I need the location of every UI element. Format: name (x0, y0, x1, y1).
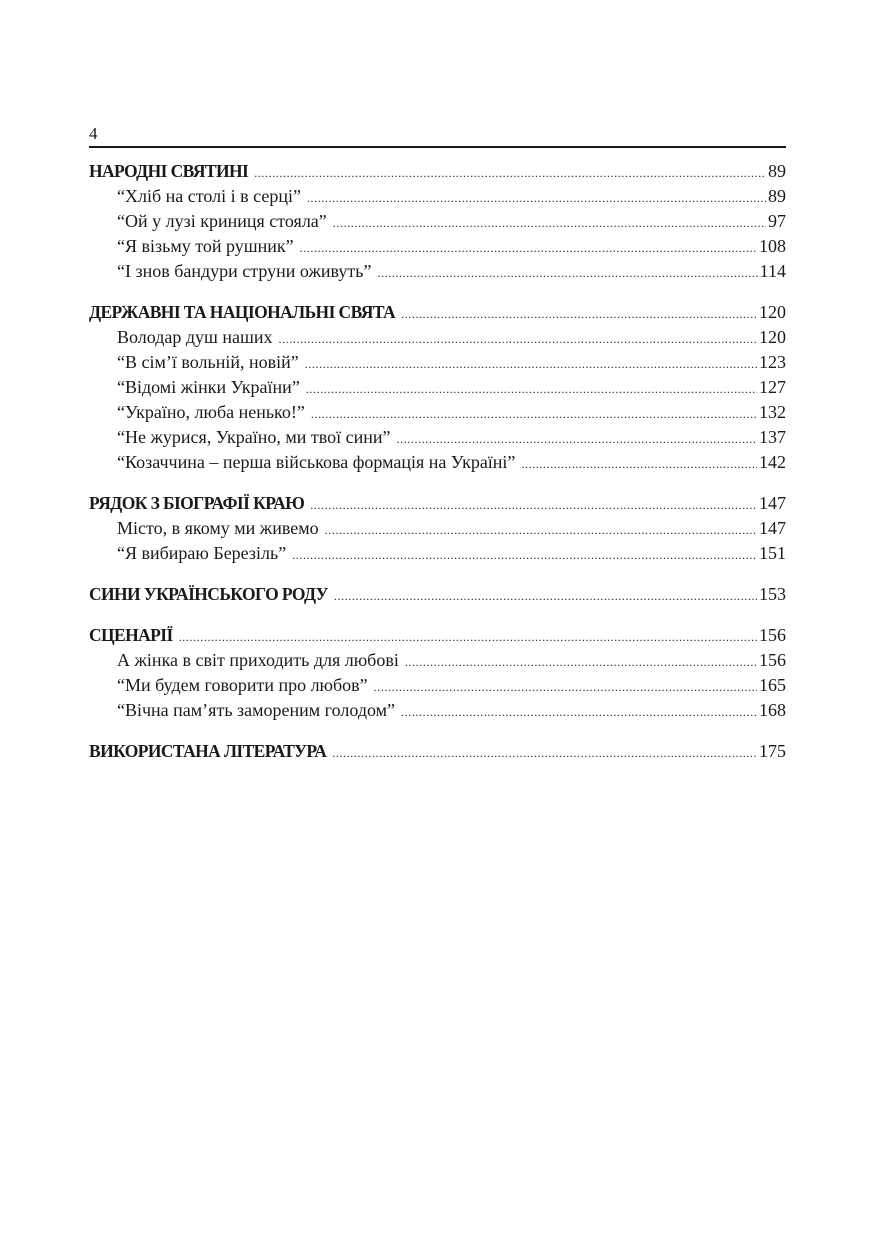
toc-page-number: 89 (768, 161, 786, 181)
toc-page-number: 137 (759, 427, 786, 447)
toc-item-title: А жінка в світ приходить для любові (117, 650, 399, 670)
toc-item-title: “Ми будем говорити про любов” (117, 675, 368, 695)
toc-section-title: ДЕРЖАВНІ ТА НАЦІОНАЛЬНІ СВЯТА (89, 302, 396, 322)
toc-page-number: 123 (759, 352, 786, 372)
table-of-contents (89, 159, 786, 764)
dot-leader (254, 161, 766, 184)
toc-item[interactable] (89, 400, 786, 425)
dot-leader (332, 741, 757, 764)
dot-leader (401, 302, 757, 325)
toc-item-title: Місто, в якому ми живемо (117, 518, 319, 538)
toc-section-narodni-svyatyni[interactable] (89, 159, 786, 184)
dot-leader (307, 186, 766, 209)
toc-page-number: 147 (759, 518, 786, 538)
dot-leader (311, 402, 757, 425)
dot-leader (310, 493, 757, 516)
toc-item[interactable] (89, 184, 786, 209)
toc-page-number: 120 (759, 327, 786, 347)
dot-leader (292, 543, 757, 566)
toc-page-number: 156 (759, 625, 786, 645)
toc-item[interactable] (89, 209, 786, 234)
toc-section-stsenarii[interactable] (89, 623, 786, 648)
toc-page-number: 120 (759, 302, 786, 322)
dot-leader (334, 584, 757, 607)
toc-item-title: “Вічна пам’ять замореним голодом” (117, 700, 396, 720)
toc-item-title: “Я вибираю Березіль” (117, 543, 287, 563)
toc-section-title: РЯДОК З БІОГРАФІЇ КРАЮ (89, 493, 305, 513)
toc-item-title: “Ой у лузі криниця стояла” (117, 211, 327, 231)
toc-section-title: СЦЕНАРІЇ (89, 625, 173, 645)
toc-item-title: Володар душ наших (117, 327, 273, 347)
dot-leader (306, 377, 757, 400)
dot-leader (305, 352, 757, 375)
toc-item[interactable] (89, 648, 786, 673)
toc-item[interactable] (89, 698, 786, 723)
toc-page-number: 151 (759, 543, 786, 563)
dot-leader (405, 650, 757, 673)
toc-page-number: 97 (768, 211, 786, 231)
toc-section-title: СИНИ УКРАЇНСЬКОГО РОДУ (89, 584, 328, 604)
dot-leader (333, 211, 766, 234)
dot-leader (374, 675, 757, 698)
toc-item[interactable] (89, 673, 786, 698)
toc-item-title: “Відомі жінки України” (117, 377, 300, 397)
toc-item[interactable] (89, 350, 786, 375)
toc-page-number: 147 (759, 493, 786, 513)
toc-section-derzhavni-svyata[interactable] (89, 300, 786, 325)
toc-item-title: “Україно, люба ненько!” (117, 402, 305, 422)
toc-section-title: НАРОДНІ СВЯТИНІ (89, 161, 249, 181)
toc-item-title: “Козаччина – перша військова формація на Україні” (117, 452, 516, 472)
toc-item[interactable] (89, 516, 786, 541)
toc-item[interactable] (89, 541, 786, 566)
toc-page-number: 108 (759, 236, 786, 256)
toc-page-number: 175 (759, 741, 786, 761)
dot-leader (377, 261, 757, 284)
header-rule (89, 146, 786, 148)
dot-leader (300, 236, 757, 259)
dot-leader (397, 427, 758, 450)
toc-item-title: “Не журися, Україно, ми твої сини” (117, 427, 391, 447)
toc-item[interactable] (89, 234, 786, 259)
toc-section-literatura[interactable] (89, 739, 786, 764)
page-number: 4 (89, 124, 98, 143)
toc-page-number: 89 (768, 186, 786, 206)
toc-section-title: ВИКОРИСТАНА ЛІТЕРАТУРА (89, 741, 327, 761)
toc-item[interactable] (89, 450, 786, 475)
toc-page-number: 156 (759, 650, 786, 670)
dot-leader (521, 452, 757, 475)
toc-section-biohrafiia-krayu[interactable] (89, 491, 786, 516)
toc-item[interactable] (89, 375, 786, 400)
toc-item-title: “Я візьму той рушник” (117, 236, 294, 256)
toc-section-syny-rodu[interactable] (89, 582, 786, 607)
toc-item[interactable] (89, 425, 786, 450)
dot-leader (179, 625, 757, 648)
toc-page-number: 132 (759, 402, 786, 422)
dot-leader (401, 700, 757, 723)
toc-page-number: 168 (759, 700, 786, 720)
dot-leader (279, 327, 757, 350)
toc-page-number: 153 (759, 584, 786, 604)
toc-item[interactable] (89, 259, 786, 284)
toc-page-number: 127 (759, 377, 786, 397)
toc-item[interactable] (89, 325, 786, 350)
toc-page-number: 142 (759, 452, 786, 472)
toc-item-title: “Хліб на столі і в серці” (117, 186, 301, 206)
dot-leader (325, 518, 757, 541)
toc-item-title: “В сім’ї вольній, новій” (117, 352, 299, 372)
toc-page-number: 165 (759, 675, 786, 695)
toc-item-title: “І знов бандури струни оживуть” (117, 261, 372, 281)
toc-page-number: 114 (759, 261, 786, 281)
